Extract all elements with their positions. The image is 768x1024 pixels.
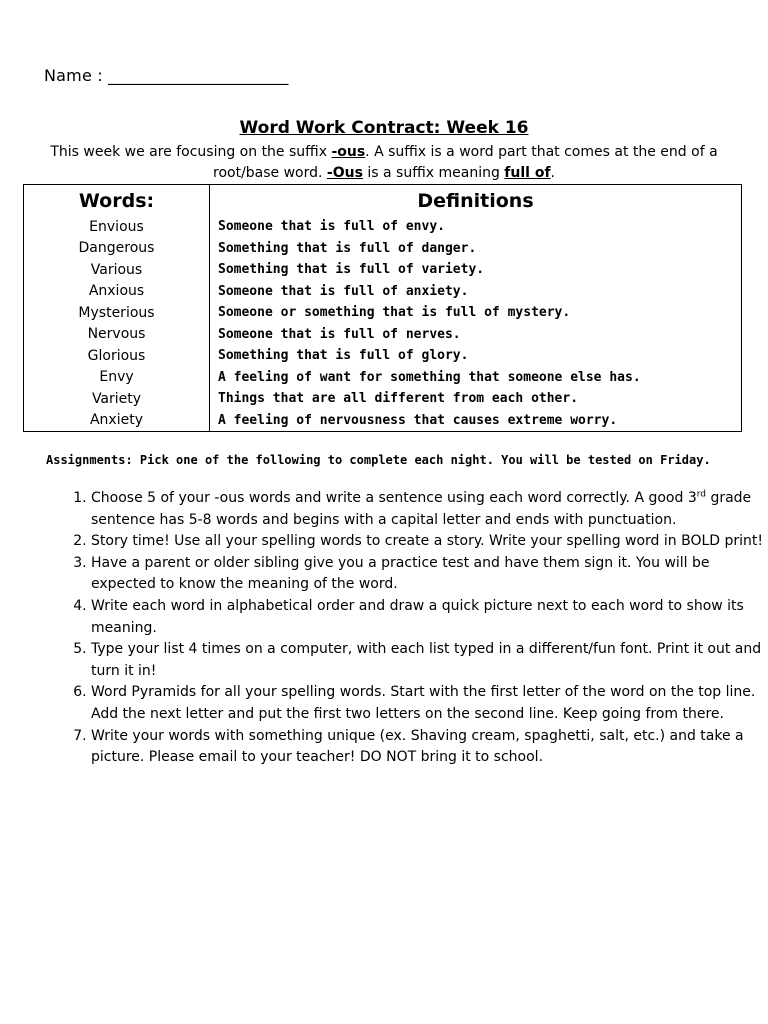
assignment-item-7: 7. Write your words with something unique (ex. Shaving cream, spaghetti, salt, etc.) and take a picture. Please email to your teacher! DO NOT bring it to school. — [91, 726, 768, 769]
definition-cell: Someone that is full of anxiety. — [218, 283, 469, 299]
word-cell: Dangerous — [24, 238, 210, 260]
header-definitions: Definitions — [417, 189, 534, 212]
word-cell: Various — [24, 259, 210, 281]
assignment-item-3: 3. Have a parent or older sibling give you a practice test and have them sign it. You will be expected to know the meaning of the word. — [91, 553, 768, 596]
table-row — [24, 281, 742, 303]
word-cell: Anxious — [24, 281, 210, 303]
word-cell: Nervous — [24, 324, 210, 346]
definition-cell: Someone or something that is full of mystery. — [218, 305, 571, 321]
header-words: Words: — [24, 185, 210, 217]
assignments-list — [46, 488, 768, 769]
table-row — [24, 302, 742, 324]
definition-cell: Someone that is full of nerves. — [218, 326, 461, 342]
definition-cell: Things that are all different from each other. — [218, 391, 579, 407]
assignments-heading: Assignments: Pick one of the following to complete each night. You will be tested on Friday. — [46, 453, 711, 467]
intro-text-2: . A suffix is a word part that comes at the end of a root/base word. — [213, 144, 718, 181]
definition-cell: Something that is full of glory. — [218, 348, 469, 364]
definition-cell: Something that is full of variety. — [218, 262, 485, 278]
intro-meaning: full of — [504, 165, 551, 181]
definition-cell: Someone that is full of envy. — [218, 219, 445, 235]
assignment-1-text-b: grade sentence has 5-8 words and begins with a capital letter and ends with punctuation. — [91, 490, 752, 528]
assignment-1-superscript: rd — [696, 489, 706, 500]
table-row — [24, 259, 742, 281]
word-cell: Glorious — [24, 345, 210, 367]
definition-cell: A feeling of want for something that someone else has. — [218, 369, 641, 385]
intro-text-4: . — [550, 165, 555, 181]
table-row — [24, 216, 742, 238]
assignment-1-text-a: Choose 5 of your -ous words and write a sentence using each word correctly. A good 3 — [91, 490, 697, 506]
words-definitions-table — [23, 184, 742, 432]
assignment-item-4: 4. Write each word in alphabetical order and draw a quick picture next to each word to show its meaning. — [91, 596, 768, 639]
word-cell: Mysterious — [24, 302, 210, 324]
word-cell: Variety — [24, 388, 210, 410]
intro-suffix-1: -ous — [331, 144, 366, 160]
definition-cell: A feeling of nervousness that causes extreme worry. — [218, 412, 618, 428]
intro-text-1: This week we are focusing on the suffix — [50, 144, 332, 160]
page-title: Word Work Contract: Week 16 — [239, 118, 529, 138]
table-row — [24, 345, 742, 367]
intro-paragraph — [40, 142, 728, 184]
table-row — [24, 324, 742, 346]
table-row — [24, 238, 742, 260]
assignment-item-1 — [91, 488, 768, 531]
assignment-item-6: 6. Word Pyramids for all your spelling words. Start with the first letter of the word on the top line. Add the next letter and put the first two letters on the second line. Keep going from there. — [91, 682, 768, 725]
assignment-item-5: 5. Type your list 4 times on a computer, with each list typed in a different/fun font. Print it out and turn it in! — [91, 639, 768, 682]
intro-text-3: is a suffix meaning — [362, 165, 505, 181]
table-row — [24, 367, 742, 389]
assignment-item-2: 2. Story time! Use all your spelling words to create a story. Write your spelling word in BOLD print! — [91, 531, 768, 553]
intro-suffix-2: -Ous — [326, 165, 363, 181]
table-row — [24, 410, 742, 432]
table-row — [24, 388, 742, 410]
name-field-label: Name : ______________________ — [44, 66, 289, 85]
table-header-row — [24, 185, 742, 217]
word-cell: Envy — [24, 367, 210, 389]
word-cell: Anxiety — [24, 410, 210, 432]
word-cell: Envious — [24, 216, 210, 238]
definition-cell: Something that is full of danger. — [218, 240, 477, 256]
